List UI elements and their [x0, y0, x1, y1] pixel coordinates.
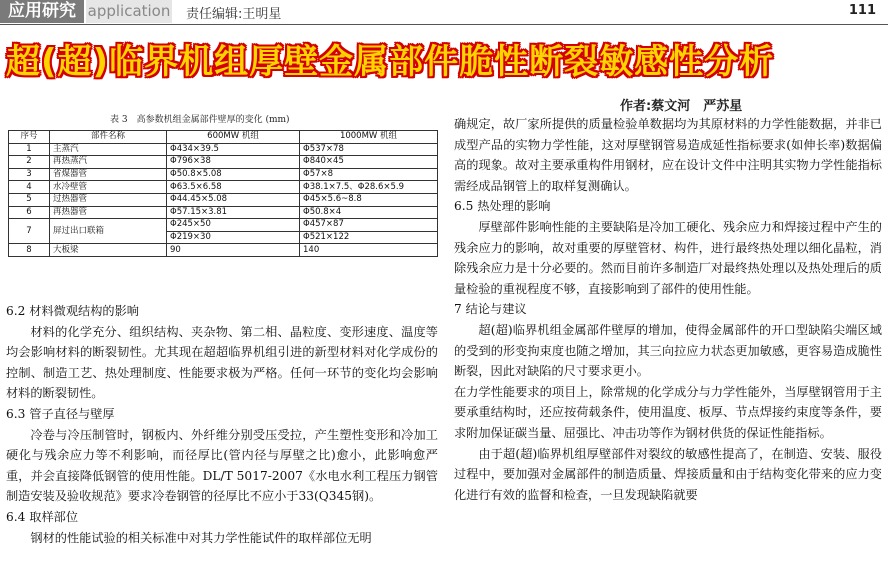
- table-row: [9, 244, 438, 257]
- value-1000mw: Φ521×122: [300, 231, 438, 244]
- component-name: 屏过出口联箱: [50, 219, 167, 244]
- article-authors: 作者:蔡文河 严苏星: [620, 99, 743, 114]
- value-600mw: Φ57.15×3.81: [167, 206, 300, 219]
- article-title: 超(超)临界机组厚壁金属部件脆性断裂敏感性分析: [6, 42, 775, 82]
- section-heading: 7 结论与建议: [454, 302, 527, 317]
- editor-credit: 责任编辑:王明星: [186, 7, 282, 22]
- table-row: [9, 168, 438, 181]
- row-number: 2: [9, 156, 50, 169]
- table-row: [9, 156, 438, 169]
- row-number: 5: [9, 193, 50, 206]
- table-header-cell: 600MW 机组: [167, 131, 300, 144]
- table-row: [9, 219, 438, 232]
- value-1000mw: Φ537×78: [300, 143, 438, 156]
- table-header-cell: 序号: [9, 131, 50, 144]
- value-600mw: 90: [167, 244, 300, 257]
- component-name: 再热蒸汽: [50, 156, 167, 169]
- page-number: 111: [848, 3, 876, 18]
- component-name: 省煤器管: [50, 168, 167, 181]
- wall-thickness-table: [8, 130, 438, 257]
- value-1000mw: Φ57×8: [300, 168, 438, 181]
- row-number: 6: [9, 206, 50, 219]
- right-column: [454, 114, 882, 505]
- component-name: 再热器管: [50, 206, 167, 219]
- paragraph: 超(超)临界机组金属部件壁厚的增加，使得金属部件的开口型缺陷尖端区域的受到的形变拘束度也随之增加，其三向拉应力状态更加敏感，更容易造成脆性断裂，因此对缺陷的尺寸要求更小。: [454, 322, 882, 379]
- row-number: 8: [9, 244, 50, 257]
- header-divider: [0, 24, 888, 25]
- paragraph: 在力学性能要求的项目上，除常规的化学成分与力学性能外，当厚壁钢管用于主要承重结构时，还应按荷载条件，使用温度、板厚、节点焊接约束度等条件，要求附加保证碳当量、屈强比、冲击功等作为钢材供货的保证性能指标。: [454, 384, 882, 440]
- row-number: 1: [9, 143, 50, 156]
- component-name: 过热器管: [50, 193, 167, 206]
- component-name: 水冷壁管: [50, 181, 167, 194]
- paragraph: 钢材的性能试验的相关标准中对其力学性能试件的取样部位无明: [30, 530, 372, 545]
- value-600mw: Φ44.45×5.08: [167, 193, 300, 206]
- section-tag: 应用研究: [0, 0, 84, 23]
- table-row: [9, 143, 438, 156]
- value-1000mw: Φ45×5.6~8.8: [300, 193, 438, 206]
- value-1000mw: Φ38.1×7.5、Φ28.6×5.9: [300, 181, 438, 194]
- section-subtitle: application: [86, 0, 172, 23]
- value-600mw: Φ796×38: [167, 156, 300, 169]
- value-600mw: Φ219×30: [167, 231, 300, 244]
- value-1000mw: Φ457×87: [300, 219, 438, 232]
- paragraph: 冷卷与冷压制管时，钢板内、外纤维分别受压受拉，产生塑性变形和冷加工硬化与残余应力等不利影响，而径厚比(管内径与厚壁之比)愈小，此影响愈严重，并会直接降低钢管的使用性能。DL/T 5017-2007《水电水利工程压力钢管制造安装及验收规范》要求冷卷钢管的径厚比不应小于33(Q345钢)。: [6, 427, 438, 504]
- paragraph: 厚壁部件影响性能的主要缺陷是冷加工硬化、残余应力和焊接过程中产生的残余应力的影响，故对重要的厚壁管材、构件，进行最终热处理以细化晶粒，消除残余应力是十分必要的。然而目前许多制造厂对最终热处理以及热处理后的质量检验的重视程度不够，直接影响到了部件的使用性能。: [454, 219, 882, 296]
- table-row: [9, 181, 438, 194]
- table-row: [9, 206, 438, 219]
- left-column: [6, 301, 438, 548]
- value-1000mw: Φ840×45: [300, 156, 438, 169]
- value-600mw: Φ50.8×5.08: [167, 168, 300, 181]
- value-600mw: Φ434×39.5: [167, 143, 300, 156]
- paragraph: 材料的化学充分、组织结构、夹杂物、第二相、晶粒度、变形速度、温度等均会影响材料的断裂韧性。尤其现在超超临界机组引进的新型材料对化学成份的控制、制造工艺、热处理制度、性能要求极为严格。任何一环节的变化均会影响材料的断裂韧性。: [6, 324, 438, 401]
- value-1000mw: 140: [300, 244, 438, 257]
- table-header-cell: 部件名称: [50, 131, 167, 144]
- section-heading: 6.4 取样部位: [6, 509, 79, 524]
- table-header-row: [9, 131, 438, 144]
- row-number: 3: [9, 168, 50, 181]
- component-name: 大板梁: [50, 244, 167, 257]
- value-600mw: Φ245×50: [167, 219, 300, 232]
- row-number: 7: [9, 219, 50, 244]
- section-heading: 6.5 热处理的影响: [454, 199, 551, 214]
- section-heading: 6.3 管子直径与壁厚: [6, 406, 115, 421]
- paragraph: 由于超(超)临界机组厚壁部件对裂纹的敏感性提高了，在制造、安装、服役过程中，要加强对金属部件的制造质量、焊接质量和由于结构变化带来的应力变化进行有效的监督和检查，一旦发现缺陷就要: [454, 446, 882, 502]
- value-1000mw: Φ50.8×4: [300, 206, 438, 219]
- page-header: [0, 0, 888, 26]
- table-header-cell: 1000MW 机组: [300, 131, 438, 144]
- paragraph: 确规定，故厂家所提供的质量检验单数据均为其原材料的力学性能数据，并非已成型产品的实物力学性能，这对厚壁钢管易造成延性指标要求(如伸长率)数据偏高的现象。故对主要承重构件用钢材，应在设计文件中注明其实物力学性能指标需经成品钢管上的取样复测确认。: [454, 117, 882, 193]
- table-row: [9, 193, 438, 206]
- value-600mw: Φ63.5×6.58: [167, 181, 300, 194]
- row-number: 4: [9, 181, 50, 194]
- component-name: 主蒸汽: [50, 143, 167, 156]
- section-heading: 6.2 材料微观结构的影响: [6, 304, 139, 318]
- table-caption: 表 3 高参数机组金属部件壁厚的变化 (mm): [110, 115, 290, 125]
